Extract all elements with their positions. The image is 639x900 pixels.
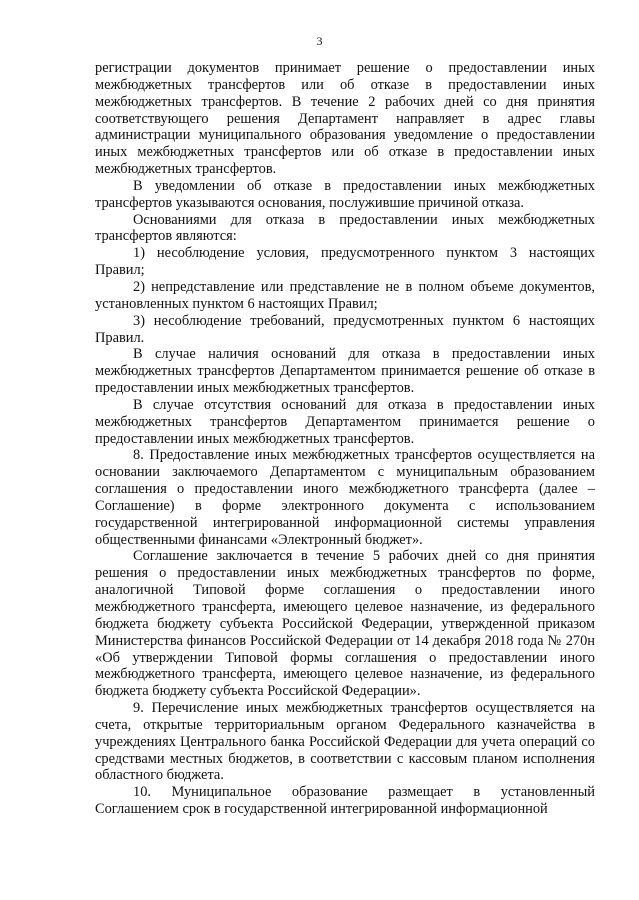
paragraph-agreement: Соглашение заключается в течение 5 рабочих дней со дня принятия решения о предоставлении иных межбюджетных трансфертов по форме, аналогичной Типовой форме соглашения о предоставлении иного межбюджетного трансферта, имеющего целевое назначение, из федерального бюджета бюджету субъекта Российской Федерации, утвержденной приказом Министерства финансов Российской Федерации от 14 декабря 2018 года № 270н «Об утверждении Типовой формы соглашения о предоставлении иного межбюджетного трансферта, имеющего целевое назначение, из федерального бюджета бюджету субъекта Российской Федерации». — [95, 548, 595, 700]
paragraph-1: регистрации документов принимает решение о предоставлении иных межбюджетных трансфертов или об отказе в предоставлении иных межбюджетных трансфертов. В течение 2 рабочих дней со дня принятия соответствующего решения Департамент направляет в адрес главы администрации муниципального образования уведомление о предоставлении иных межбюджетных трансфертов или об отказе в предоставлении иных межбюджетных трансфертов. — [95, 60, 595, 178]
paragraph-2: В уведомлении об отказе в предоставлении иных межбюджетных трансфертов указываются основания, послужившие причиной отказа. — [95, 177, 595, 211]
list-item-2: 2) непредставление или представление не в полном объеме документов, установленных пунктом 6 настоящих Правил; — [95, 278, 595, 312]
section-8: 8. Предоставление иных межбюджетных трансфертов осуществляется на основании заключаемого Департаментом с муниципальным образованием соглашения о предоставлении иного межбюджетного трансферта (далее – Соглашение) в форме электронного документа с использованием государственной интегрированной информационной системы управления общественными финансами «Электронный бюджет». — [95, 447, 595, 548]
section-9: 9. Перечисление иных межбюджетных трансфертов осуществляется на счета, открытые территориальным органом Федерального казначейства в учреждениях Центрального банка Российской Федерации для учета операций со средствами местных бюджетов, в соответствии с кассовым планом исполнения областного бюджета. — [95, 700, 595, 784]
list-item-1: 1) несоблюдение условия, предусмотренного пунктом 3 настоящих Правил; — [95, 245, 595, 279]
paragraph-grant-decision: В случае отсутствия оснований для отказа в предоставлении иных межбюджетных трансфертов Департаментом принимается решение о предоставлении иных межбюджетных трансфертов. — [95, 396, 595, 447]
section-10: 10. Муниципальное образование размещает в установленный Соглашением срок в государственной интегрированной информационной — [95, 784, 595, 818]
page-number: 3 — [316, 34, 323, 48]
document-body — [95, 60, 595, 818]
list-item-3: 3) несоблюдение требований, предусмотренных пунктом 6 настоящих Правил. — [95, 312, 595, 346]
paragraph-refusal-decision: В случае наличия оснований для отказа в предоставлении иных межбюджетных трансфертов Департаментом принимается решение об отказе в предоставлении иных межбюджетных трансфертов. — [95, 346, 595, 397]
paragraph-3: Основаниями для отказа в предоставлении иных межбюджетных трансфертов являются: — [95, 211, 595, 245]
